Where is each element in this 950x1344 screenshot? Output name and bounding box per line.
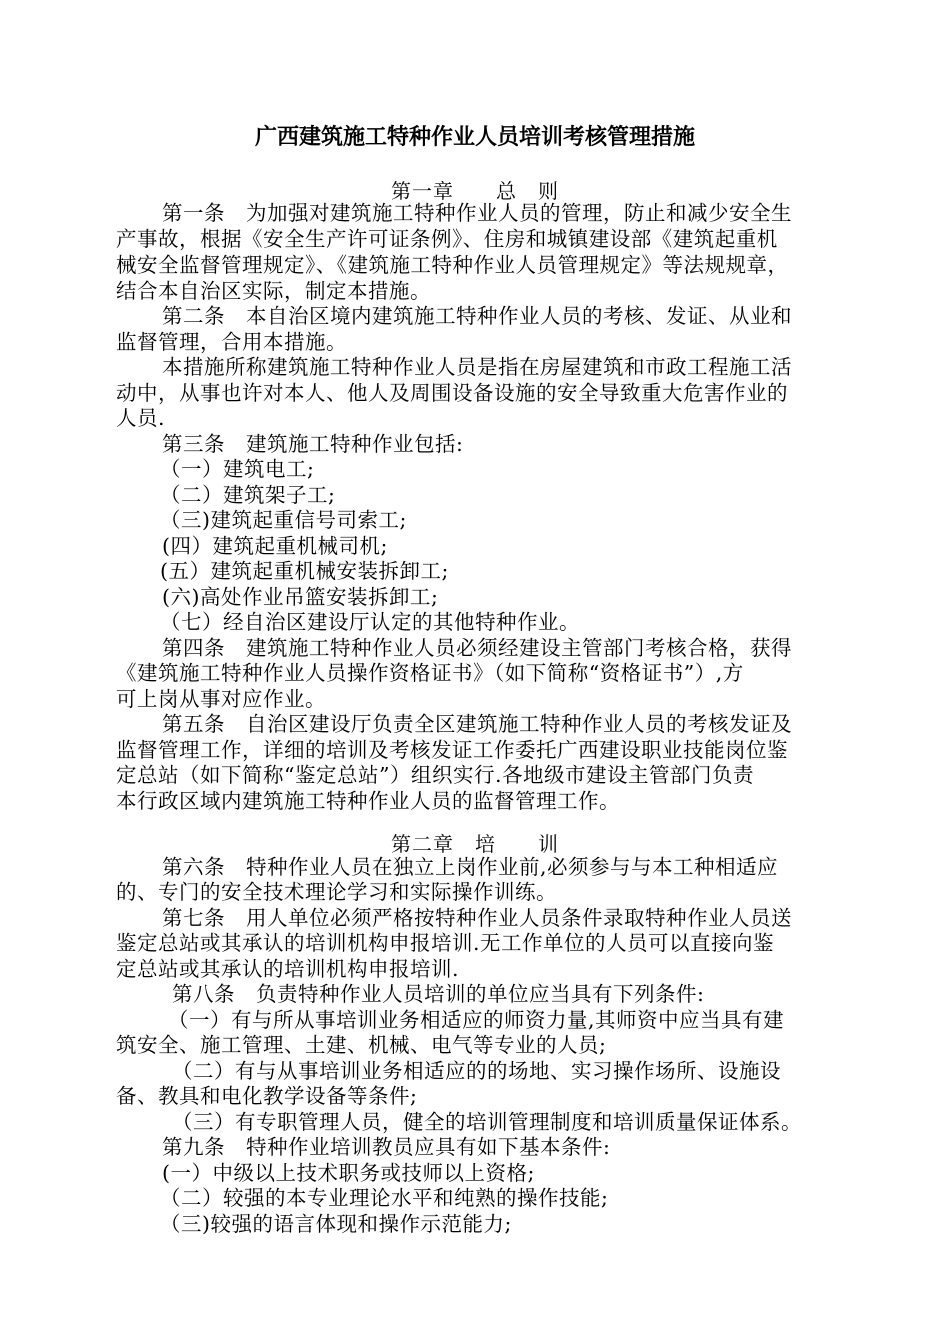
paragraph-line: 定总站或其承认的培训机构申报培训. — [116, 957, 460, 981]
paragraph-line: 结合本自治区实际，制定本措施。 — [116, 279, 431, 303]
paragraph-line: 监督管理，合用本措施。 — [116, 330, 347, 354]
paragraph-line: 第八条 负责特种作业人员培训的单位应当具有下列条件: — [172, 982, 705, 1006]
paragraph-line: 的、专门的安全技术理论学习和实际操作训练。 — [116, 880, 557, 904]
list-item: （三)较强的语言体现和操作示范能力; — [160, 1212, 512, 1236]
list-item: （二）建筑架子工; — [160, 483, 336, 507]
list-item: （三)建筑起重信号司索工; — [160, 508, 407, 532]
paragraph-line: 《建筑施工特种作业人员操作资格证书》（如下简称“资格证书”）,方 — [116, 661, 744, 685]
paragraph-line: 第四条 建筑施工特种作业人员必须经建设主管部门考核合格，获得 — [162, 636, 792, 660]
paragraph-line: 械安全监督管理规定》、《建筑施工特种作业人员管理规定》等法规规章， — [116, 253, 789, 277]
paragraph-line: 第一条 为加强对建筑施工特种作业人员的管理，防止和减少安全生 — [162, 201, 792, 225]
paragraph-line: 备、教具和电化教学设备等条件; — [116, 1084, 418, 1108]
paragraph-line: 第三条 建筑施工特种作业包括: — [162, 432, 464, 456]
chapter-heading: 第一章 总 则 — [391, 179, 559, 203]
paragraph-line: 本行政区域内建筑施工特种作业人员的监督管理工作。 — [116, 789, 620, 813]
list-item: （七）经自治区建设厅认定的其他特种作业。 — [160, 610, 580, 634]
paragraph-line: 定总站（如下简称“鉴定总站”）组织实行.各地级市建设主管部门负责 — [116, 763, 754, 787]
paragraph-line: 鉴定总站或其承认的培训机构申报培训.无工作单位的人员可以直接向鉴 — [116, 931, 775, 955]
paragraph-line: 动中，从事也许对本人、他人及周围设备设施的安全导致重大危害作业的 — [116, 381, 788, 405]
chapter-heading: 第二章 培 训 — [391, 832, 559, 856]
list-item: (六)高处作业吊篮安装拆卸工; — [162, 585, 439, 609]
paragraph-line: 人员. — [116, 406, 166, 430]
document-title: 广西建筑施工特种作业人员培训考核管理措施 — [254, 125, 695, 150]
paragraph-line: 第七条 用人单位必须严格按特种作业人员条件录取特种作业人员送 — [162, 906, 792, 930]
list-item: （一）有与所从事培训业务相适应的师资力量,其师资中应当具有建 — [168, 1008, 785, 1032]
list-item: （一）建筑电工; — [160, 457, 315, 481]
paragraph-line: 第六条 特种作业人员在独立上岗作业前,必须参与与本工种相适应 — [162, 855, 779, 879]
paragraph-line: 本措施所称建筑施工特种作业人员是指在房屋建筑和市政工程施工活 — [162, 355, 792, 379]
paragraph-line: 监督管理工作，详细的培训及考核发证工作委托广西建设职业技能岗位鉴 — [116, 738, 788, 762]
paragraph-line: 第九条 特种作业培训教员应具有如下基本条件: — [162, 1135, 611, 1159]
paragraph-line: 产事故，根据《安全生产许可证条例》、住房和城镇建设部《建筑起重机 — [116, 227, 778, 251]
list-item: (五）建筑起重机械安装拆卸工; — [160, 559, 449, 583]
paragraph-line: 可上岗从事对应作业。 — [116, 687, 326, 711]
list-item: (四）建筑起重机械司机; — [162, 534, 388, 558]
paragraph-line: 第五条 自治区建设厅负责全区建筑施工特种作业人员的考核发证及 — [162, 712, 792, 736]
paragraph-line: 第二条 本自治区境内建筑施工特种作业人员的考核、发证、从业和 — [162, 304, 792, 328]
list-item: （三）有专职管理人员，健全的培训管理制度和培训质量保证体系。 — [172, 1110, 802, 1134]
list-item: (一）中级以上技术职务或技师以上资格; — [162, 1161, 535, 1185]
list-item: （二）有与从事培训业务相适应的的场地、实习操作场所、设施设 — [172, 1059, 781, 1083]
paragraph-line: 筑安全、施工管理、土建、机械、电气等专业的人员; — [116, 1033, 607, 1057]
list-item: （二）较强的本专业理论水平和纯熟的操作技能; — [160, 1186, 609, 1210]
